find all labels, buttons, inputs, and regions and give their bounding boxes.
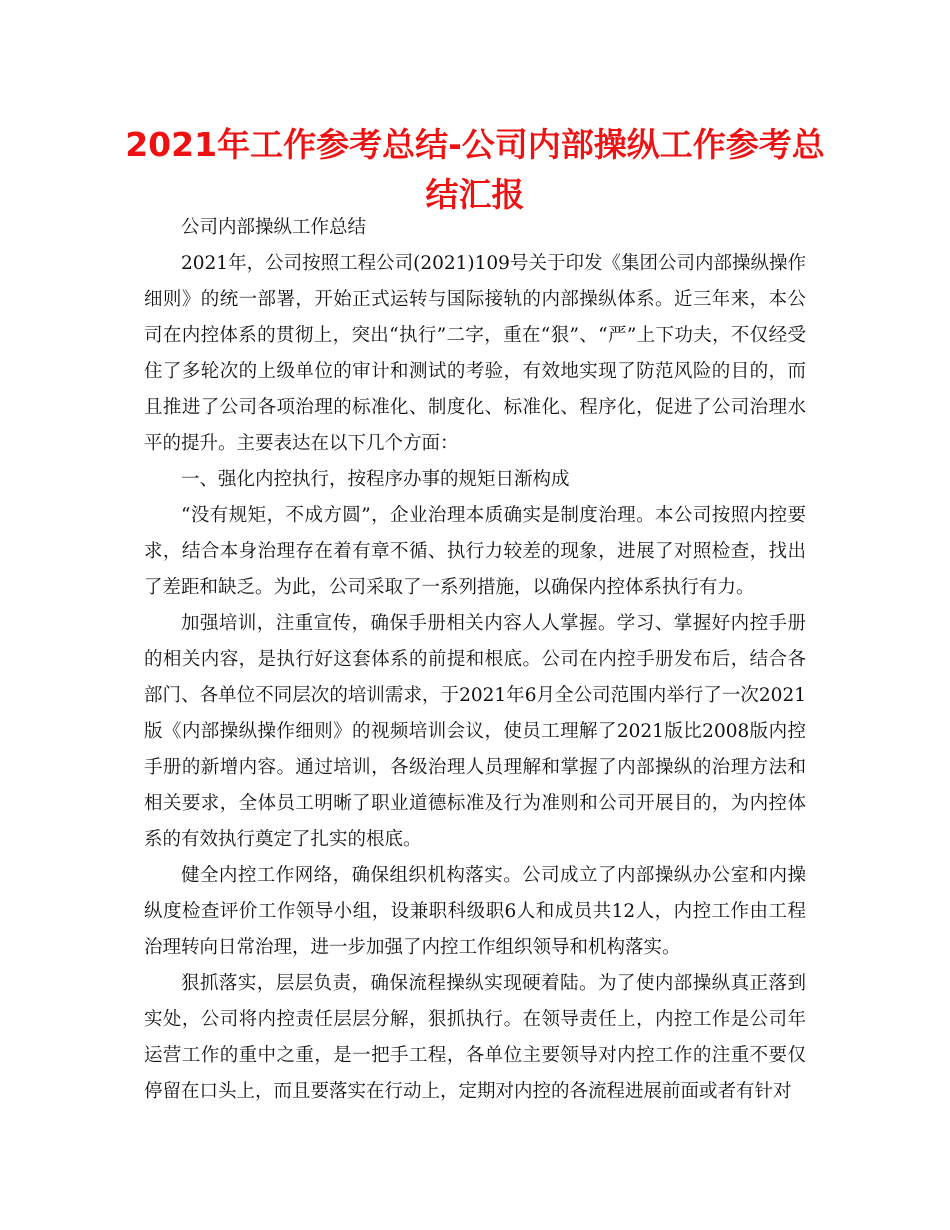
paragraph: “没有规矩，不成方圆”，企业治理本质确实是制度治理。本公司按照内控要求，结合本身治理存在着有章不循、执行力较差的现象，进展了对照检查，找出了差距和缺乏。为此，公司采取了一系列措施，以确保内控体系执行有力。 [144,505,806,598]
paragraph: 健全内控工作网络，确保组织机构落实。公司成立了内部操纵办公室和内操纵度检查评价工作领导小组，设兼职科级职6人和成员共12人，内控工作由工程治理转向日常治理，进一步加强了内控工作组织领导和机构落实。 [144,865,806,958]
document-title: 2021年工作参考总结-公司内部操纵工作参考总结汇报 [125,125,825,214]
section-heading: 公司内部操纵工作总结 [181,217,367,238]
paragraph: 2021年，公司按照工程公司(2021)109号关于印发《集团公司内部操纵操作细则》的统一部署，开始正式运转与国际接轨的内部操纵体系。近三年来，本公司在内控体系的贯彻上，突出“执行”二字，重在“狠”、“严”上下功夫，不仅经受住了多轮次的上级单位的审计和测试的考验，有效地实现了防范风险的目的，而且推进了公司各项治理的标准化、制度化、标准化、程序化，促进了公司治理水平的提升。主要表达在以下几个方面： [144,253,806,454]
document-body [144,210,806,1110]
paragraph: 狠抓落实，层层负责，确保流程操纵实现硬着陆。为了使内部操纵真正落到实处，公司将内控责任层层分解，狠抓执行。在领导责任上，内控工作是公司年运营工作的重中之重，是一把手工程，各单位主要领导对内控工作的注重不要仅停留在口头上，而且要落实在行动上，定期对内控的各流程进展前面或者有针对 [144,973,806,1102]
paragraph: 加强培训，注重宣传，确保手册相关内容人人掌握。学习、掌握好内控手册的相关内容，是执行好这套体系的前提和根底。公司在内控手册发布后，结合各部门、各单位不同层次的培训需求，于2021年6月全公司范围内举行了一次2021版《内部操纵操作细则》的视频培训会议，使员工理解了2021版比2008版内控手册的新增内容。通过培训，各级治理人员理解和掌握了内部操纵的治理方法和相关要求，全体员工明晰了职业道德标准及行为准则和公司开展目的，为内控体系的有效执行奠定了扎实的根底。 [144,613,806,850]
section-heading: 一、强化内控执行，按程序办事的规矩日渐构成 [181,469,570,490]
